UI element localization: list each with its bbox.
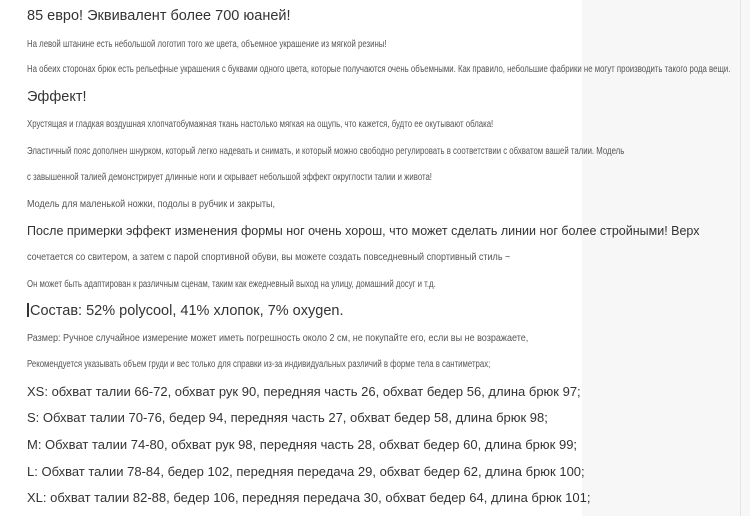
size-note: Размер: Ручное случайное измерение может иметь погрешность около 2 см, не покупайте его, если вы не возражаете, <box>27 332 529 344</box>
size-row-m: M: Обхват талии 74-80, обхват рук 98, передняя часть 28, обхват бедер 60, длина брюк 99; <box>27 437 578 452</box>
size-row-xs: XS: обхват талии 66-72, обхват рук 90, передняя часть 26, обхват бедер 56, длина брюк 97; <box>27 384 581 399</box>
effect-line-3: с завышенной талией демонстрирует длинные ноги и скрывает небольшой эффект округлости талии и живота! <box>27 172 432 183</box>
composition-line <box>27 303 343 319</box>
embossed-note: На обеих сторонах брюк есть рельефные украшения с буквами одного цвета, которые получаются очень объемными. Как правило, небольшие фабрики не могут производить такого рода вещи. <box>27 64 731 75</box>
size-row-xl: XL: обхват талии 82-88, бедер 106, передняя передача 30, обхват бедер 64, длина брюк 101; <box>27 490 591 505</box>
text-cursor-mark <box>27 303 29 317</box>
logo-note: На левой штанине есть небольшой логотип того же цвета, объемное украшение из мягкой резины! <box>27 39 387 50</box>
effect-line-4: Модель для маленькой ножки, подолы в рубчик и закрыты, <box>27 198 275 210</box>
effect-line-1: Хрустящая и гладкая воздушная хлопчатобумажная ткань настолько мягкая на ощупь, что кажется, будто ее окутывают облака! <box>27 119 494 130</box>
panel-divider <box>740 0 741 516</box>
size-row-l: L: Обхват талии 78-84, бедер 102, передняя передача 29, обхват бедер 62, длина брюк 100; <box>27 464 585 479</box>
right-side-panel <box>582 0 750 516</box>
price-line: 85 евро! Эквивалент более 700 юаней! <box>27 8 291 24</box>
effect-line-6: сочетается со свитером, а затем с парой спортивной обуви, вы можете создать повседневный спортивный стиль ~ <box>27 251 511 263</box>
composition-text: Состав: 52% polycool, 41% хлопок, 7% oxygen. <box>30 303 344 319</box>
effect-line-2: Эластичный пояс дополнен шнурком, который легко надевать и снимать, и который можно свободно регулировать в соответствии с обхватом вашей талии. Модель <box>27 146 625 157</box>
effect-line-5: После примерки эффект изменения формы ног очень хорош, что может сделать линии ног более стройными! Верх <box>27 224 700 238</box>
scenes-note: Он может быть адаптирован к различным сценам, таким как ежедневный выход на улицу, домашний досуг и т.д. <box>27 279 436 290</box>
reference-note: Рекомендуется указывать объем груди и вес только для справки из-за индивидуальных различий в форме тела в сантиметрах; <box>27 359 491 370</box>
size-row-s: S: Обхват талии 70-76, бедер 94, передняя часть 27, обхват бедер 58, длина брюк 98; <box>27 410 548 425</box>
effect-heading: Эффект! <box>27 89 87 105</box>
